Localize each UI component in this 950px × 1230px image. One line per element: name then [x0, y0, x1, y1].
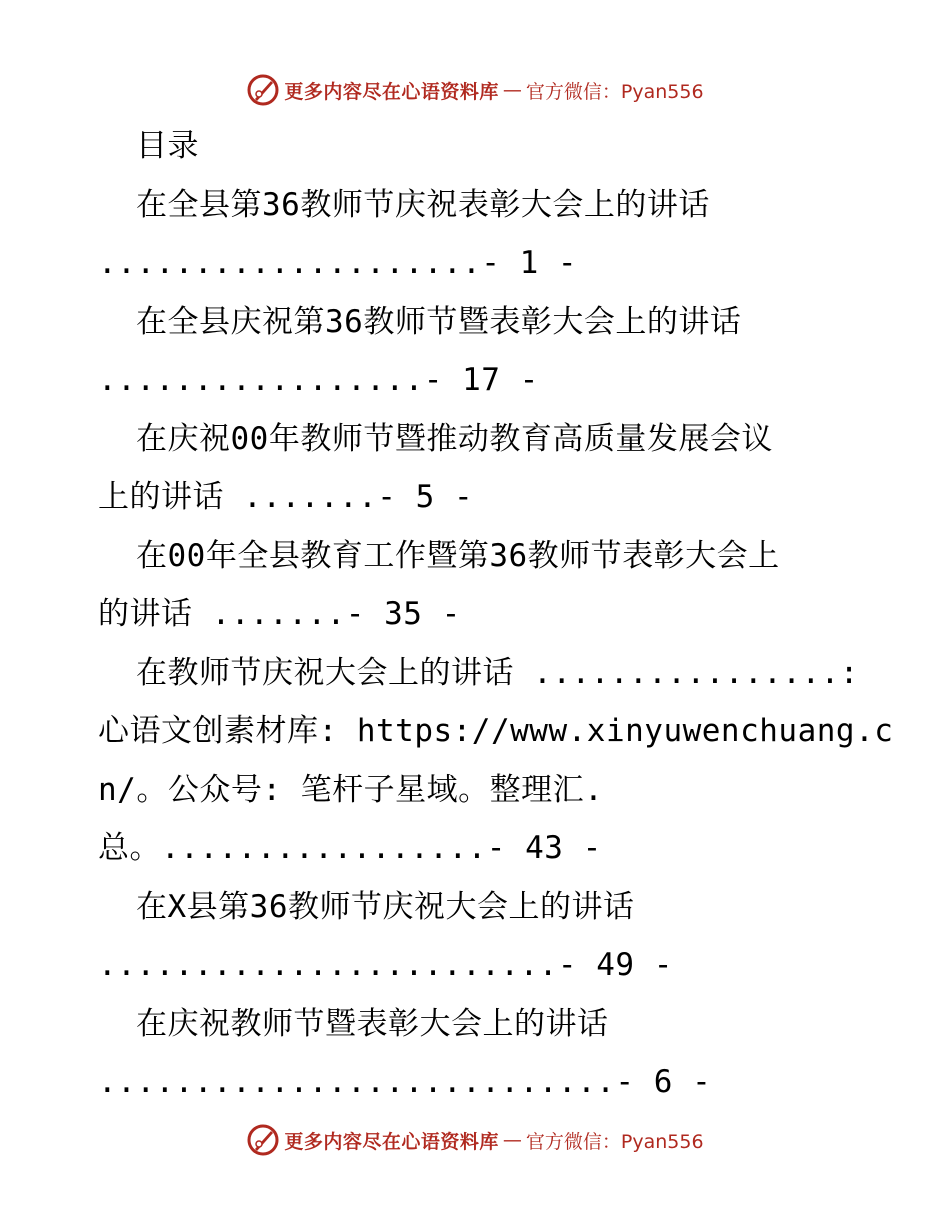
- quill-seal-icon: [246, 73, 280, 107]
- banner-text: 更多内容尽在心语资料库: [284, 1130, 499, 1153]
- toc-entry-title: 在教师节庆祝大会上的讲话 ................:: [136, 654, 859, 691]
- toc-entry-title: 在00年全县教育工作暨第36教师节表彰大会上: [136, 537, 780, 574]
- toc-entry-page: 的讲话 .......- 35 -: [98, 596, 461, 632]
- toc-entry-page: ...........................- 6 -: [98, 1064, 712, 1100]
- banner-wechat: 官方微信：Pyan556: [525, 80, 704, 103]
- toc-entry-title: 在庆祝00年教师节暨推动教育高质量发展会议: [136, 420, 773, 457]
- toc-entry-text: n/。公众号: 笔杆子星域。整理汇.: [98, 771, 604, 808]
- banner-separator: —: [502, 1129, 522, 1151]
- table-of-contents: [98, 117, 894, 1112]
- toc-heading: 目录: [136, 128, 199, 164]
- toc-entry-title: 在全县第36教师节庆祝表彰大会上的讲话: [136, 186, 710, 223]
- toc-entry-page: ........................- 49 -: [98, 947, 673, 983]
- quill-seal-icon: [246, 1123, 280, 1157]
- banner-separator: —: [502, 79, 522, 101]
- toc-entry-page: .................- 17 -: [98, 362, 539, 398]
- toc-entry-page: 上的讲话 .......- 5 -: [98, 479, 474, 515]
- toc-entry-title: 在X县第36教师节庆祝大会上的讲话: [136, 888, 635, 925]
- header-banner: [0, 70, 950, 110]
- toc-entry-page: 总。.................- 43 -: [98, 830, 602, 866]
- toc-entry-title: 在全县庆祝第36教师节暨表彰大会上的讲话: [136, 303, 742, 340]
- toc-entry-title: 在庆祝教师节暨表彰大会上的讲话: [136, 1005, 609, 1042]
- toc-entry-text: 心语文创素材库: https://www.xinyuwenchuang.c: [98, 713, 894, 749]
- toc-entry-page: ....................- 1 -: [98, 245, 578, 281]
- banner-wechat: 官方微信：Pyan556: [525, 1130, 704, 1153]
- banner-text: 更多内容尽在心语资料库: [284, 80, 499, 103]
- footer-banner: [0, 1120, 950, 1160]
